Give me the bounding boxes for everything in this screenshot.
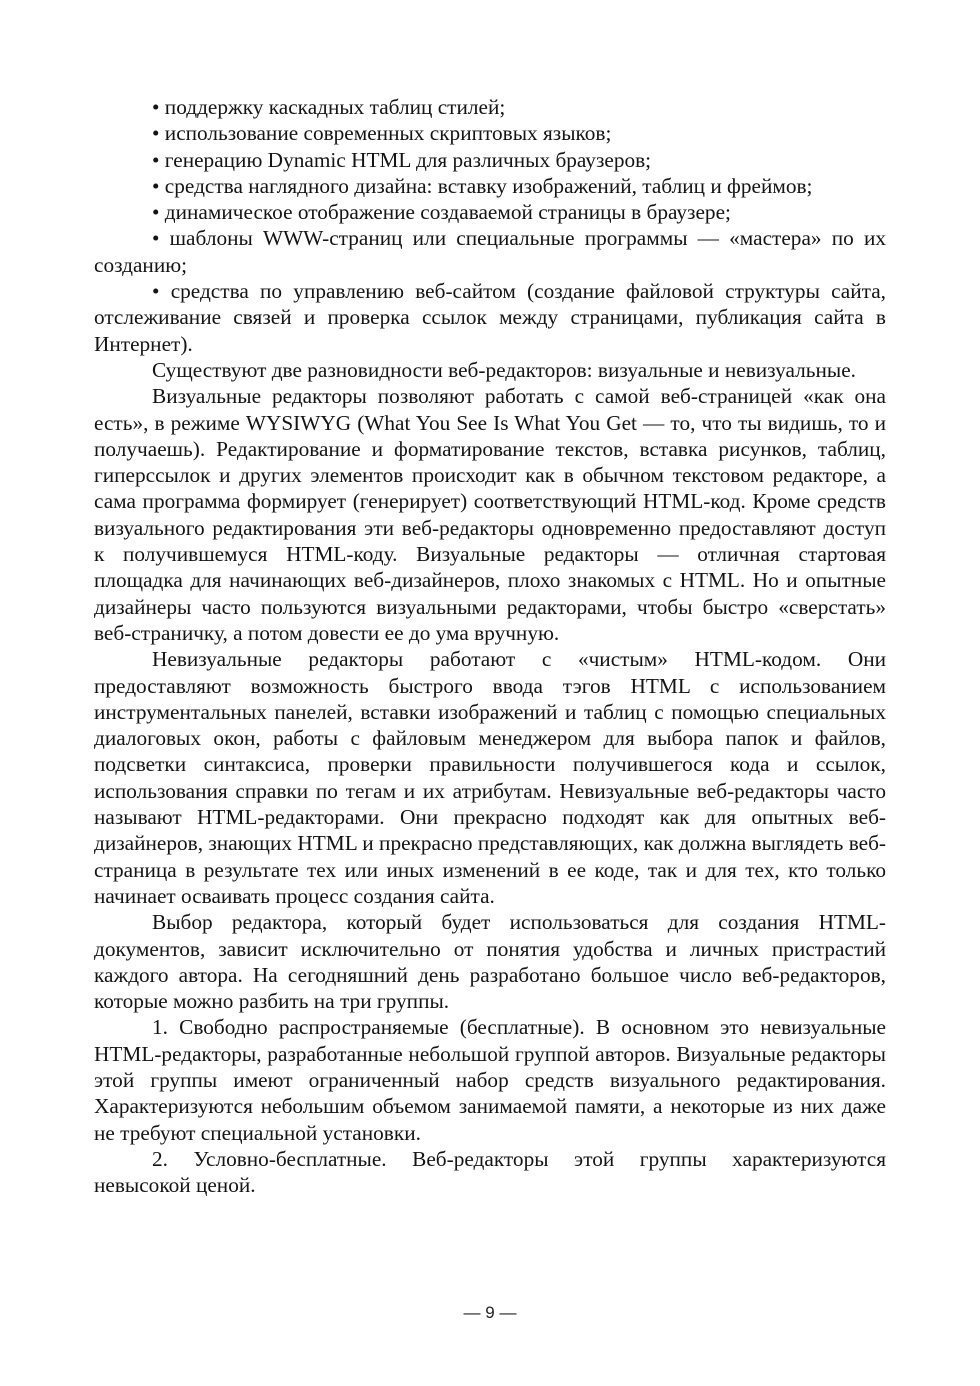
- bullet-text: динамическое отображение создаваемой страницы в браузере;: [164, 200, 731, 225]
- bullet-item: [94, 199, 886, 225]
- bullet-item: [94, 173, 886, 199]
- bullet-dot: •: [152, 121, 160, 146]
- bullet-text: шаблоны WWW-страниц или специальные программы — «мастера» по их созданию;: [94, 226, 886, 277]
- bullet-text: генерацию Dynamic HTML для различных браузеров;: [164, 147, 652, 172]
- bullet-item: [94, 278, 886, 357]
- bullet-item: [94, 94, 886, 120]
- page-body: [94, 94, 886, 1198]
- bullet-dot: •: [152, 200, 160, 225]
- paragraph-nonvisual-editors: Невизуальные редакторы работают с «чистым» HTML-кодом. Они предоставляют возможность быстрого ввода тэгов HTML с использованием инструментальных панелей, вставки изображений и таблиц с помощью специальных диалоговых окон, работы с файловым менеджером для выбора папок и файлов, подсветки синтаксиса, проверки правильности получившегося кода и ссылок, использования справки по тегам и их атрибутам. Невизуальные веб-редакторы часто называют HTML-редакторами. Они прекрасно подходят как для опытных веб-дизайнеров, знающих HTML и прекрасно представляющих, как должна выглядеть веб-страница в результате тех или иных изменений в ее коде, так и для тех, кто только начинает осваивать процесс создания сайта.: [94, 647, 886, 908]
- paragraph-group-shareware: 2. Условно-бесплатные. Веб-редакторы этой группы характеризуются невысокой ценой.: [94, 1146, 886, 1198]
- bullet-text: поддержку каскадных таблиц стилей;: [164, 95, 506, 119]
- bullet-text: средства по управлению веб-сайтом (создание файловой структуры сайта, отслеживание связей и проверка ссылок между страницами, публикация сайта в Интернет).: [94, 279, 887, 356]
- bullet-dot: •: [152, 279, 160, 304]
- paragraph-visual-editors: Визуальные редакторы позволяют работать с самой веб-страницей «как она есть», в режиме WYSIWYG (What You See Is What You Get — то, что ты видишь, то и получаешь). Редактирование и форматирование текстов, вставка рисунков, таблиц, гиперссылок и других элементов происходит как в обычном текстовом редакторе, а сама программа формирует (генерирует) соответствующий HTML-код. Кроме средств визуального редактирования эти веб-редакторы одновременно предоставляют доступ к получившемуся HTML-коду. Визуальные редакторы — отличная стартовая площадка для начинающих веб-дизайнеров, плохо знакомых с HTML. Но и опытные дизайнеры часто пользуются визуальными редакторами, чтобы быстро «сверстать» веб-страничку, а потом довести ее до ума вручную.: [94, 384, 886, 645]
- bullet-text: использование современных скриптовых языков;: [164, 121, 612, 146]
- bullet-text: средства наглядного дизайна: вставку изображений, таблиц и фреймов;: [164, 173, 813, 198]
- paragraph-editor-types: Существуют две разновидности веб-редакторов: визуальные и невизуальные.: [152, 357, 856, 382]
- paragraph-editor-choice: Выбор редактора, который будет использоваться для создания HTML-документов, зависит исключительно от понятия удобства и личных пристрастий каждого автора. На сегодняшний день разработано большое число веб-редакторов, которые можно разбить на три группы.: [94, 910, 886, 1014]
- bullet-dot: •: [152, 226, 160, 251]
- bullet-dot: •: [152, 147, 160, 172]
- bullet-item: [94, 225, 886, 278]
- paragraph-group-free: 1. Свободно распространяемые (бесплатные). В основном это невизуальные HTML-редакторы, разработанные небольшой группой авторов. Визуальные редакторы этой группы имеют ограниченный набор средств визуального редактирования. Характеризуются небольшим объемом занимаемой памяти, а некоторые из них даже не требуют специальной установки.: [94, 1015, 886, 1145]
- bullet-item: [94, 120, 886, 146]
- bullet-item: [94, 147, 886, 173]
- bullet-dot: •: [152, 173, 160, 198]
- page-number: — 9 —: [463, 1303, 517, 1322]
- bullet-dot: •: [152, 95, 160, 119]
